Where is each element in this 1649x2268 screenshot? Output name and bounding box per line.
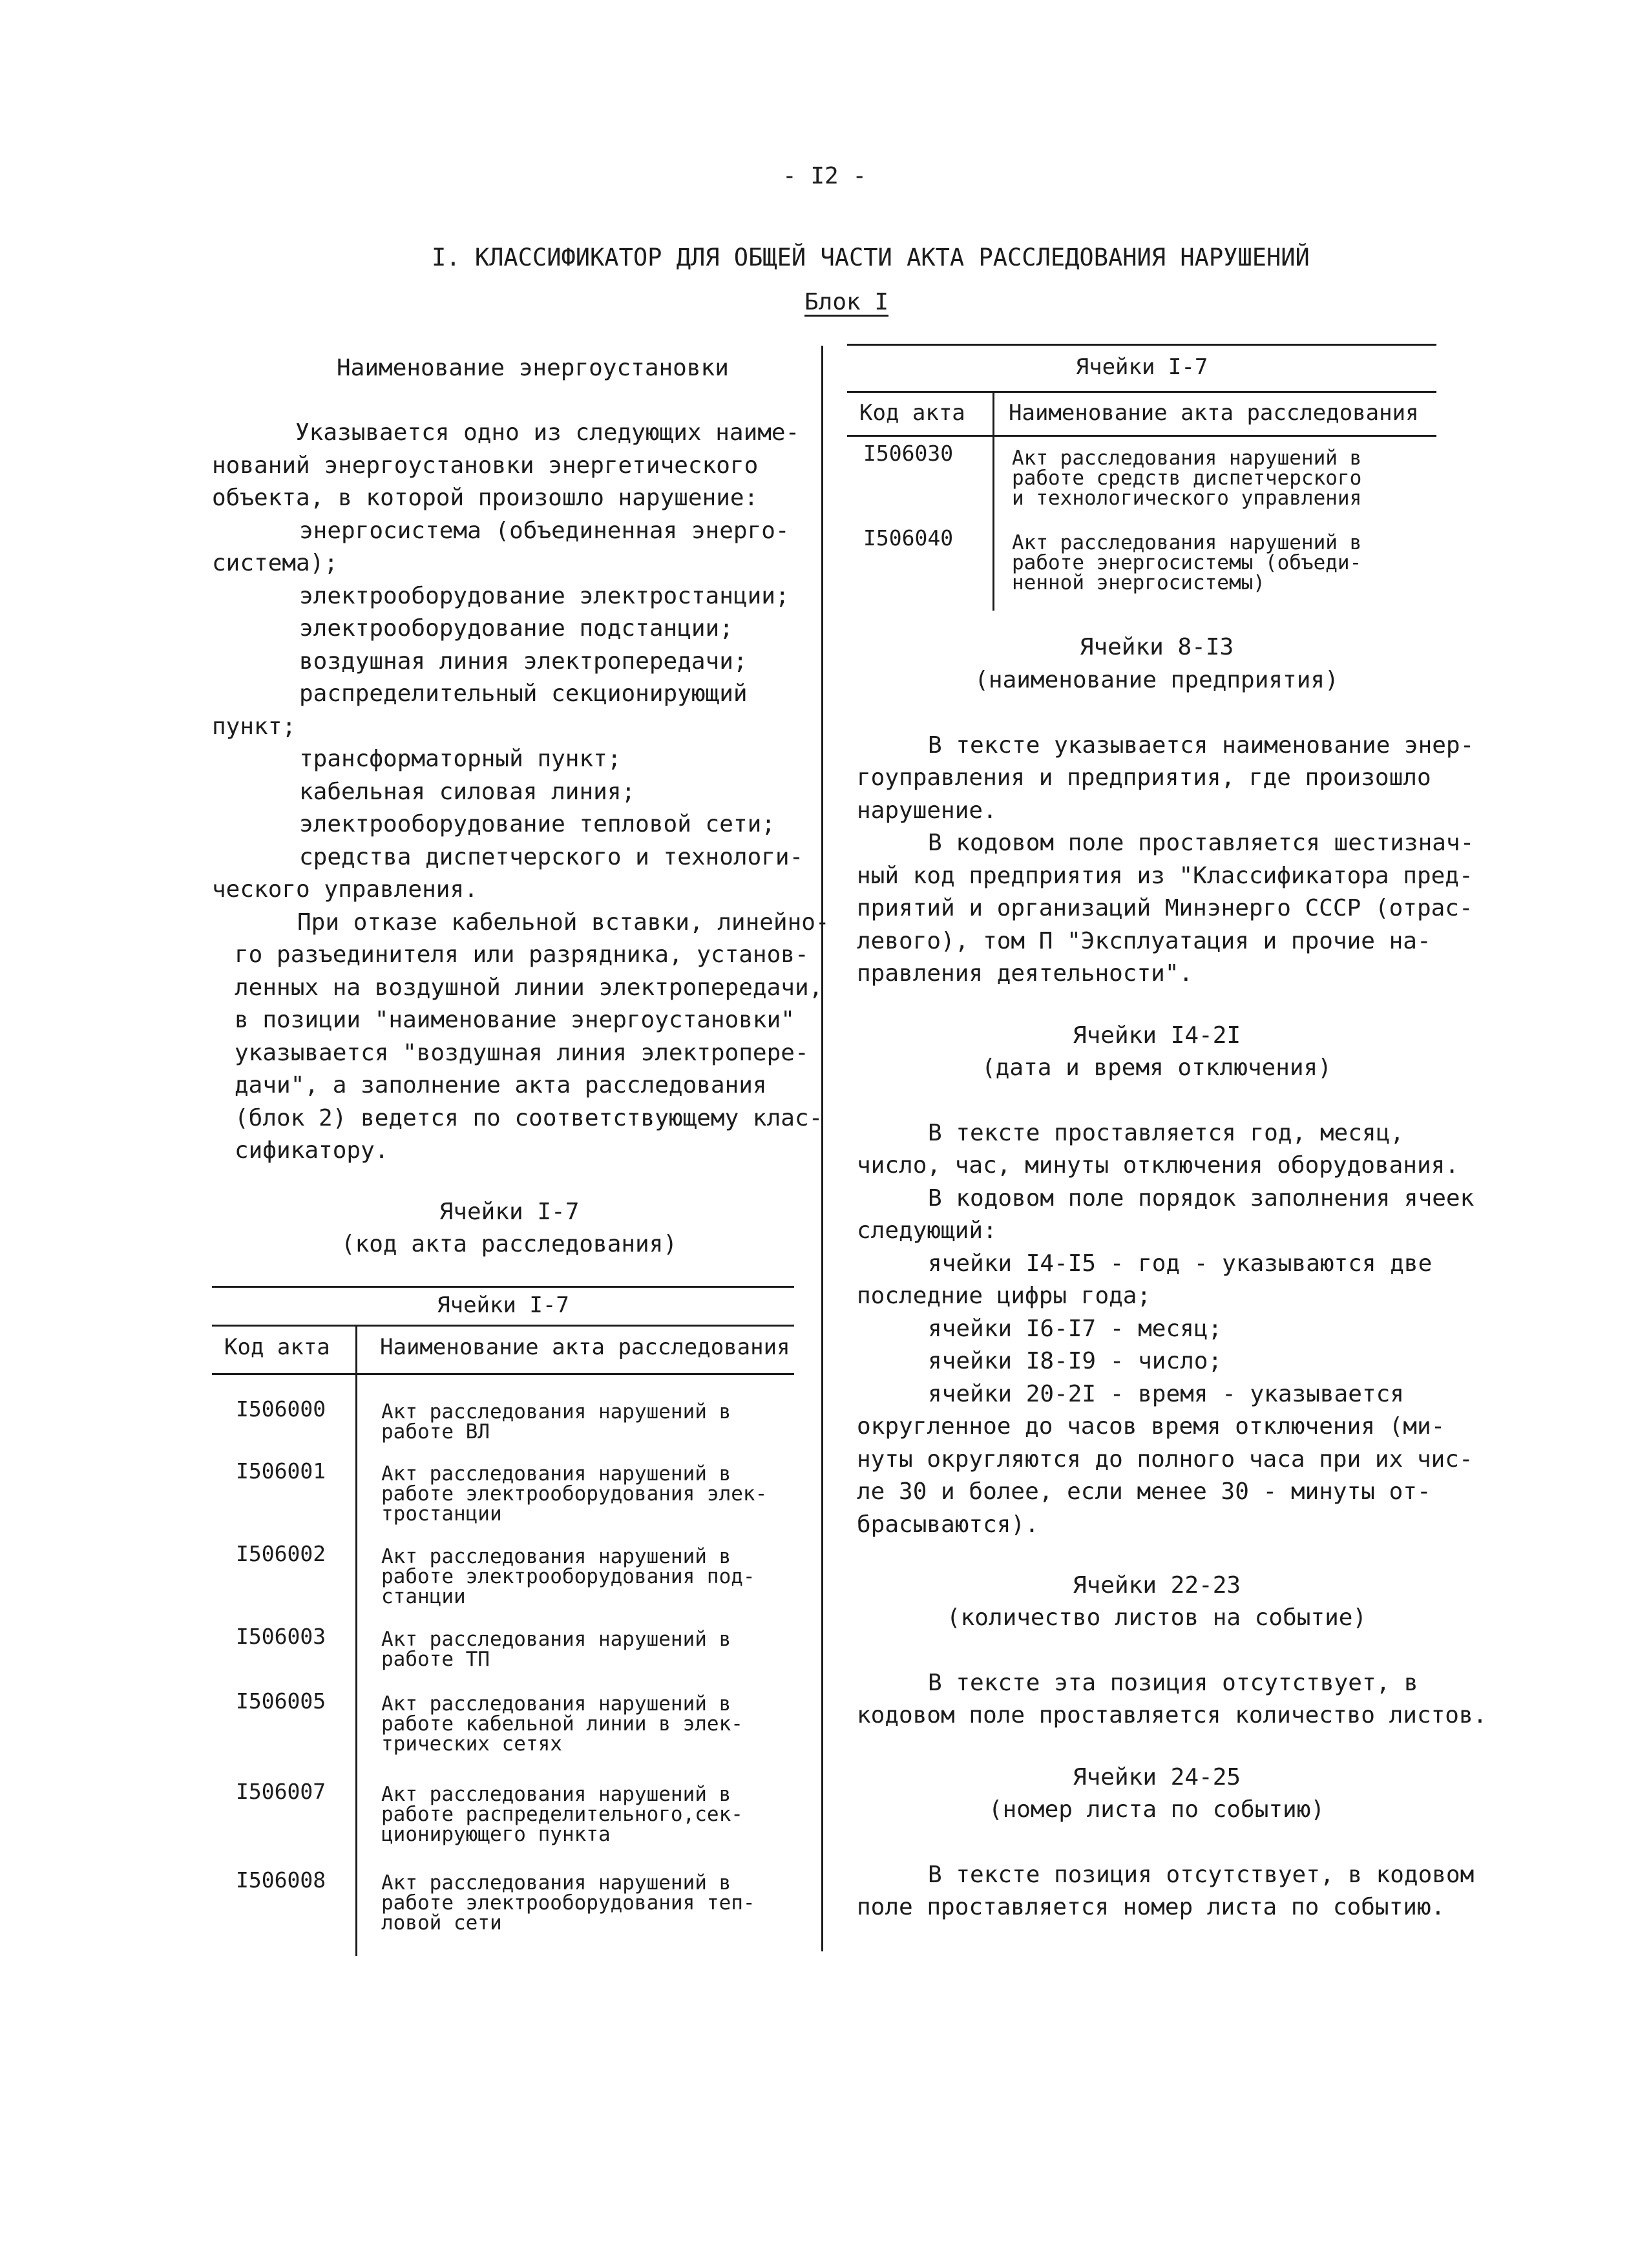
text-line: сификатору. (235, 1137, 389, 1164)
section-subheading: (наименование предприятия) (974, 667, 1339, 693)
row-name-line: Акт расследования нарушений в (381, 1462, 731, 1486)
table-rule (212, 1373, 794, 1375)
text-line: электрооборудование электростанции; (299, 583, 790, 609)
section-heading: Ячейки 8-I3 (1079, 634, 1234, 660)
row-name-line: работе энергосистемы (объеди- (1012, 551, 1362, 574)
text-line: электрооборудование тепловой сети; (299, 811, 775, 837)
text-line: средства диспетчерского и технологи- (299, 844, 804, 870)
row-code: I506008 (236, 1867, 326, 1893)
text-line: В тексте проставляется год, месяц, (928, 1120, 1404, 1146)
text-line: В тексте эта позиция отсутствует, в (928, 1670, 1418, 1696)
row-name-line: Акт расследования нарушений в (381, 1783, 731, 1806)
row-name-line: работе кабельной линии в элек- (381, 1712, 743, 1736)
text-line: ячейки I4-I5 - год - указываются две (928, 1250, 1433, 1277)
section-heading: Ячейки 22-23 (1072, 1572, 1241, 1599)
text-line: ле 30 и более, если менее 30 - минуты от- (857, 1478, 1431, 1505)
text-line: ленных на воздушной линии электропередачи, (235, 974, 823, 1001)
section-subheading: (номер листа по событию) (988, 1796, 1325, 1823)
text-line: Указывается одно из следующих наиме- (295, 419, 800, 446)
text-line: дачи", а заполнение акта расследования (235, 1072, 767, 1098)
row-name-line: Акт расследования нарушений в (1012, 446, 1362, 470)
row-name-line: ционирующего пункта (381, 1823, 611, 1846)
text-line: ячейки I6-I7 - месяц; (928, 1316, 1223, 1342)
row-name-line: Акт расследования нарушений в (381, 1400, 731, 1423)
left-cells-heading: Ячейки I-7 (439, 1199, 580, 1225)
section-subheading: (дата и время отключения) (982, 1055, 1332, 1081)
table-rule (847, 344, 1436, 346)
row-name-line: работе электрооборудования теп- (381, 1891, 755, 1915)
text-line: (блок 2) ведется по соответствующему клас- (235, 1105, 823, 1131)
left-cells-subheading: (код акта расследования) (341, 1231, 678, 1257)
text-line: нарушение. (857, 797, 997, 824)
text-line: в позиции "наименование энергоустановки" (235, 1007, 795, 1033)
column-header-name: Наименование акта расследования (380, 1334, 790, 1360)
row-code: I506030 (863, 441, 954, 466)
row-name-line: Акт расследования нарушений в (1012, 531, 1362, 554)
text-line: ячейки 20-2I - время - указывается (928, 1381, 1404, 1407)
section-heading: Ячейки I4-2I (1072, 1022, 1241, 1049)
text-line: брасываются). (857, 1511, 1039, 1538)
row-name-line: Акт расследования нарушений в (381, 1628, 731, 1651)
row-code: I506002 (236, 1541, 326, 1566)
column-header-code: Код акта (224, 1334, 330, 1360)
row-name-line: Акт расследования нарушений в (381, 1692, 731, 1716)
text-line: ный код предприятия из "Классификатора пред- (857, 863, 1473, 889)
text-line: В кодовом поле порядок заполнения ячеек (928, 1185, 1475, 1212)
row-code: I506040 (863, 525, 954, 551)
text-line: кабельная силовая линия; (299, 779, 636, 805)
row-code: I506000 (236, 1396, 326, 1422)
left-heading: Наименование энергоустановки (337, 355, 729, 381)
text-line: указывается "воздушная линия электропере- (235, 1040, 809, 1066)
text-line: кодовом поле проставляется количество листов. (857, 1702, 1487, 1728)
text-line: гоуправления и предприятия, где произошло (857, 764, 1431, 791)
table-rule (847, 391, 1436, 393)
text-line: В кодовом поле проставляется шестизнач- (928, 830, 1475, 856)
page-number: - I2 - (782, 163, 867, 189)
text-line: распределительный секционирующий (299, 680, 748, 707)
text-line: правления деятельности". (857, 960, 1193, 987)
row-name-line: работе средств диспетчерского (1012, 467, 1362, 490)
text-line: электрооборудование подстанции; (299, 615, 733, 642)
row-name-line: ловой сети (381, 1911, 502, 1935)
table-caption: Ячейки I-7 (437, 1292, 569, 1318)
text-line: округленное до часов время отключения (ми- (857, 1413, 1445, 1440)
text-line: объекта, в которой произошло нарушение: (212, 485, 759, 511)
row-name-line: работе ВЛ (381, 1420, 490, 1444)
table-rule (212, 1286, 794, 1288)
column-header-name: Наименование акта расследования (1009, 400, 1419, 426)
text-line: левого), том П "Эксплуатация и прочие на- (857, 928, 1431, 954)
text-line: воздушная линия электропередачи; (299, 648, 748, 675)
text-line: поле проставляется номер листа по событию. (857, 1894, 1445, 1920)
row-name-line: Акт расследования нарушений в (381, 1871, 731, 1895)
row-name-line: работе ТП (381, 1648, 490, 1671)
text-line: ческого управления. (212, 876, 478, 903)
row-name-line: и технологического управления (1012, 487, 1362, 510)
text-line: последние цифры года; (857, 1283, 1151, 1309)
table-column-rule (355, 1326, 357, 1956)
row-name-line: работе электрооборудования под- (381, 1565, 755, 1588)
text-line: В тексте указывается наименование энер- (928, 732, 1475, 759)
page-title: I. КЛАССИФИКАТОР ДЛЯ ОБЩЕЙ ЧАСТИ АКТА РАССЛЕДОВАНИЯ НАРУШЕНИЙ (432, 244, 1310, 271)
text-line: нуты округляются до полного часа при их чис- (857, 1446, 1473, 1473)
table-column-rule (993, 392, 994, 611)
block-title: Блок I (804, 289, 889, 315)
row-name-line: Акт расследования нарушений в (381, 1545, 731, 1568)
text-line: система); (212, 550, 339, 576)
table-caption: Ячейки I-7 (1075, 354, 1208, 380)
text-line: нований энергоустановки энергетического (212, 452, 759, 479)
row-code: I506007 (236, 1779, 326, 1804)
row-name-line: ненной энергосистемы) (1012, 571, 1265, 594)
row-code: I506003 (236, 1624, 326, 1649)
text-line: При отказе кабельной вставки, линейно- (297, 909, 830, 936)
text-line: следующий: (857, 1217, 997, 1244)
row-name-line: работе распределительного,сек- (381, 1803, 743, 1826)
text-line: В тексте позиция отсутствует, в кодовом (928, 1862, 1475, 1888)
section-subheading: (количество листов на событие) (946, 1604, 1367, 1631)
row-code: I506001 (236, 1458, 326, 1484)
row-code: I506005 (236, 1688, 326, 1714)
text-line: энергосистема (объединенная энерго- (299, 518, 790, 544)
text-line: ячейки I8-I9 - число; (928, 1348, 1223, 1374)
text-line: трансформаторный пункт; (299, 746, 622, 772)
row-name-line: трических сетях (381, 1732, 562, 1756)
text-line: приятий и организаций Минэнерго СССР (отрас- (857, 895, 1473, 921)
row-name-line: станции (381, 1585, 466, 1608)
text-line: пункт; (212, 713, 297, 740)
text-line: го разъединителя или разрядника, установ- (235, 941, 809, 968)
row-name-line: тростанции (381, 1502, 502, 1526)
row-name-line: работе электрооборудования элек- (381, 1482, 768, 1506)
table-rule (212, 1325, 794, 1327)
column-divider (821, 346, 823, 1951)
section-heading: Ячейки 24-25 (1072, 1764, 1241, 1790)
text-line: число, час, минуты отключения оборудования. (857, 1152, 1459, 1179)
column-header-code: Код акта (859, 400, 965, 426)
table-rule (847, 435, 1436, 437)
